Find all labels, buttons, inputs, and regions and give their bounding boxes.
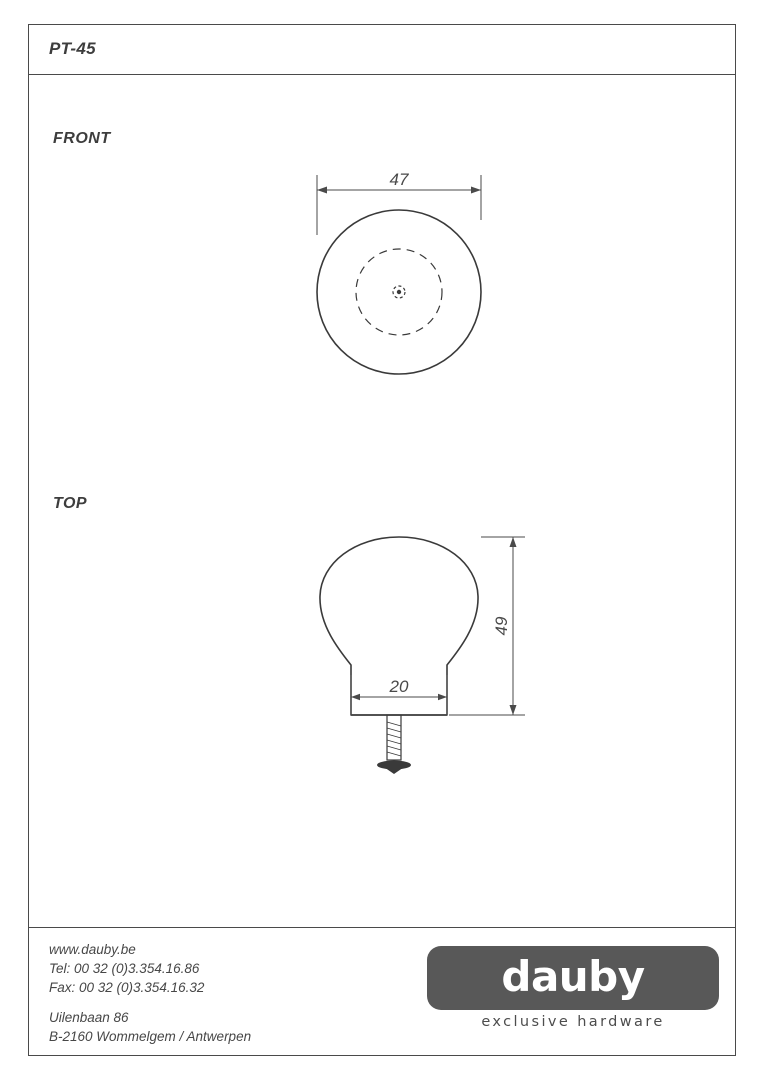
logo-wordmark: dauby	[501, 952, 645, 1001]
drawing-sheet	[28, 24, 736, 1056]
view-label-top: TOP	[53, 495, 88, 512]
logo-tagline: exclusive hardware	[481, 1014, 665, 1030]
page-title: PT-45	[49, 39, 96, 58]
front-view-drawing	[29, 25, 737, 1057]
footer-block	[29, 927, 735, 1055]
dauby-logo	[427, 946, 719, 1038]
dim-front-width-text: 47	[389, 170, 409, 189]
footer-street: Uilenbaan 86	[49, 1010, 129, 1025]
company-contact	[49, 940, 251, 1046]
dim-top-neck-text: 20	[389, 677, 409, 696]
footer-website: www.dauby.be	[49, 942, 136, 957]
view-label-front: FRONT	[53, 130, 111, 147]
footer-city: B-2160 Wommelgem / Antwerpen	[49, 1029, 252, 1044]
footer-tel: Tel: 00 32 (0)3.354.16.86	[49, 961, 200, 976]
footer-fax: Fax: 00 32 (0)3.354.16.32	[49, 980, 205, 995]
dim-top-height-text: 49	[492, 616, 511, 636]
